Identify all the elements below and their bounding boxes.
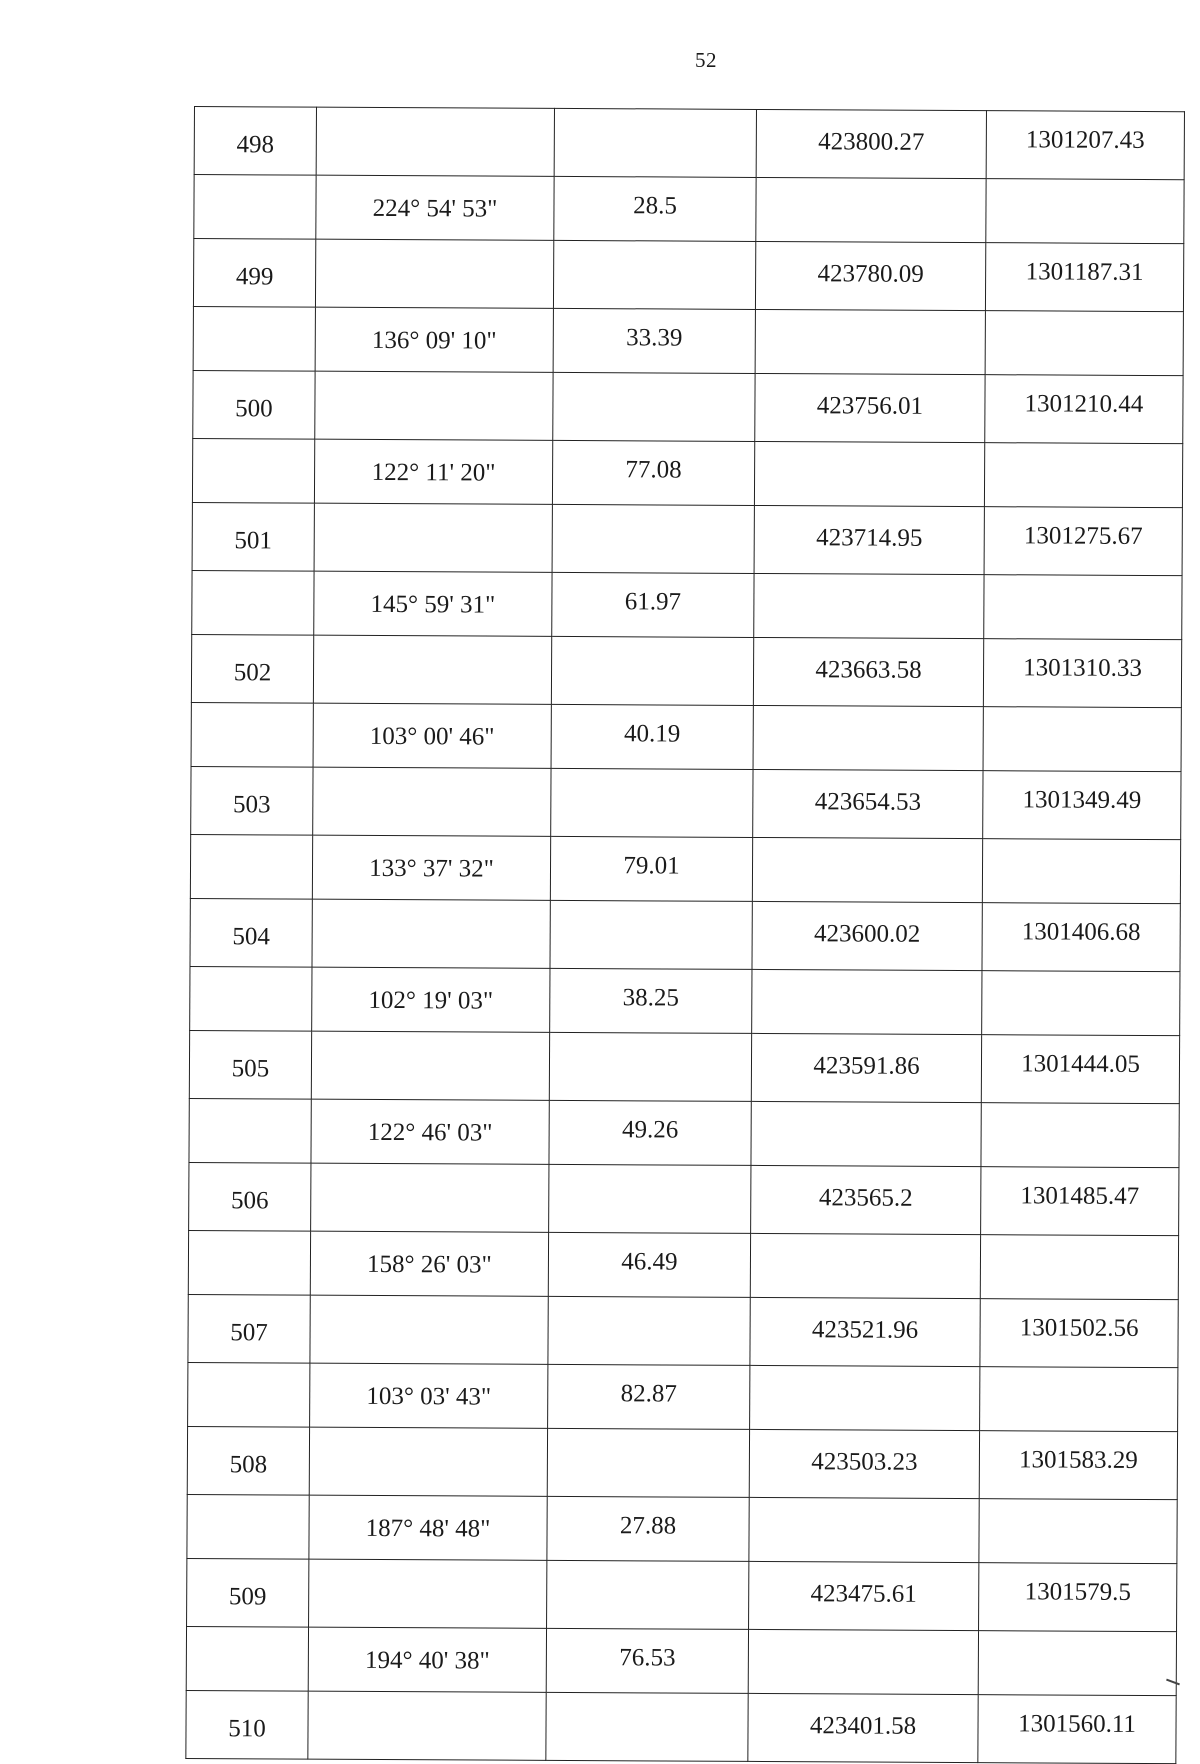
distance-cell [547, 1428, 749, 1497]
traverse-leg-row [189, 1098, 1179, 1167]
easting-cell: 1301444.05 [981, 1035, 1179, 1104]
station-row [187, 1558, 1177, 1631]
distance-cell: 33.39 [553, 308, 755, 373]
station-cell [193, 306, 315, 371]
station-cell: 505 [189, 1030, 311, 1099]
station-row [193, 370, 1183, 443]
easting-cell [984, 575, 1182, 640]
traverse-leg-row [193, 306, 1183, 375]
northing-cell: 423401.58 [748, 1693, 978, 1762]
traverse-leg-row [187, 1494, 1177, 1563]
northing-cell [752, 969, 982, 1034]
easting-cell [980, 1367, 1178, 1432]
bearing-cell: 145° 59' 31" [314, 571, 552, 636]
distance-cell [550, 900, 752, 969]
station-cell: 507 [188, 1294, 310, 1363]
distance-cell: 82.87 [548, 1364, 750, 1429]
station-cell: 510 [186, 1690, 308, 1759]
distance-cell [553, 240, 755, 309]
distance-cell [549, 1032, 751, 1101]
distance-cell: 77.08 [552, 440, 754, 505]
station-row [191, 634, 1181, 707]
easting-cell: 1301583.29 [979, 1431, 1177, 1500]
traverse-leg-row [186, 1626, 1176, 1695]
distance-cell: 28.5 [554, 176, 756, 241]
station-cell: 498 [194, 107, 316, 176]
station-cell [192, 570, 314, 635]
bearing-cell [309, 1559, 547, 1628]
distance-cell: 38.25 [550, 968, 752, 1033]
northing-cell [750, 1233, 980, 1298]
easting-cell [979, 1499, 1177, 1564]
easting-cell [984, 443, 1182, 508]
station-cell [188, 1230, 310, 1295]
station-row [189, 1162, 1179, 1235]
northing-cell: 423565.2 [751, 1165, 981, 1234]
station-row [193, 239, 1183, 312]
station-cell: 502 [191, 634, 313, 703]
easting-cell: 1301502.56 [980, 1299, 1178, 1368]
station-cell [194, 175, 316, 240]
northing-cell [756, 177, 986, 242]
station-row [190, 898, 1180, 971]
northing-cell [750, 1365, 980, 1430]
northing-cell: 423600.02 [752, 901, 982, 970]
distance-cell [552, 504, 754, 573]
bearing-cell: 133° 37' 32" [312, 835, 550, 900]
bearing-cell [314, 503, 552, 572]
traverse-leg-row [192, 438, 1182, 507]
page-number: 52 [695, 48, 717, 72]
northing-cell [751, 1101, 981, 1166]
northing-cell: 423591.86 [751, 1033, 981, 1102]
bearing-cell [310, 1295, 548, 1364]
bearing-cell [311, 1163, 549, 1232]
easting-cell: 1301579.5 [979, 1563, 1177, 1632]
distance-cell [549, 1164, 751, 1233]
distance-cell: 46.49 [548, 1232, 750, 1297]
station-row [189, 1030, 1179, 1103]
bearing-cell [312, 899, 550, 968]
northing-cell: 423756.01 [755, 373, 985, 442]
northing-cell: 423714.95 [754, 505, 984, 574]
traverse-leg-row [188, 1230, 1178, 1299]
bearing-cell [315, 239, 553, 308]
station-cell: 504 [190, 898, 312, 967]
traverse-leg-row [190, 834, 1180, 903]
easting-cell [978, 1631, 1176, 1696]
distance-cell: 79.01 [550, 836, 752, 901]
bearing-cell: 102° 19' 03" [312, 967, 550, 1032]
distance-cell: 40.19 [551, 704, 753, 769]
easting-cell [981, 1103, 1179, 1168]
station-cell [192, 438, 314, 503]
easting-cell [980, 1235, 1178, 1300]
traverse-leg-row [194, 175, 1184, 244]
easting-cell [986, 179, 1184, 244]
bearing-cell [311, 1031, 549, 1100]
station-cell: 509 [187, 1558, 309, 1627]
distance-cell: 27.88 [547, 1496, 749, 1561]
bearing-cell: 103° 03' 43" [310, 1363, 548, 1428]
station-cell: 506 [189, 1162, 311, 1231]
northing-cell: 423521.96 [750, 1297, 980, 1366]
traverse-leg-row [191, 702, 1181, 771]
easting-cell: 1301207.43 [986, 111, 1184, 180]
easting-cell: 1301349.49 [983, 771, 1181, 840]
station-cell: 500 [193, 370, 315, 439]
easting-cell [985, 311, 1183, 376]
bearing-cell [313, 635, 551, 704]
northing-cell [753, 705, 983, 770]
distance-cell: 76.53 [546, 1628, 748, 1693]
traverse-leg-row [192, 570, 1182, 639]
northing-cell [754, 573, 984, 638]
distance-cell [551, 768, 753, 837]
traverse-leg-row [188, 1362, 1178, 1431]
distance-cell [553, 372, 755, 441]
distance-cell [554, 108, 756, 177]
bearing-cell: 224° 54' 53" [316, 175, 554, 240]
northing-cell: 423503.23 [749, 1429, 979, 1498]
northing-cell [752, 837, 982, 902]
survey-table-body [186, 107, 1185, 1764]
easting-cell: 1301275.67 [984, 507, 1182, 576]
distance-cell [547, 1560, 749, 1629]
station-row [192, 502, 1182, 575]
station-row [188, 1294, 1178, 1367]
station-cell [188, 1362, 310, 1427]
station-cell: 508 [187, 1426, 309, 1495]
bearing-cell: 158° 26' 03" [310, 1231, 548, 1296]
northing-cell: 423780.09 [755, 241, 985, 310]
northing-cell: 423654.53 [753, 769, 983, 838]
station-cell [191, 702, 313, 767]
bearing-cell: 136° 09' 10" [315, 307, 553, 372]
station-row [191, 766, 1181, 839]
bearing-cell: 187° 48' 48" [309, 1495, 547, 1560]
distance-cell: 61.97 [552, 572, 754, 637]
easting-cell [982, 839, 1180, 904]
station-row [194, 107, 1184, 180]
bearing-cell: 122° 46' 03" [311, 1099, 549, 1164]
bearing-cell: 122° 11' 20" [314, 439, 552, 504]
station-cell [189, 1098, 311, 1163]
easting-cell [983, 707, 1181, 772]
survey-table-container [185, 106, 1184, 1764]
northing-cell [755, 309, 985, 374]
station-row [187, 1426, 1177, 1499]
northing-cell: 423475.61 [749, 1561, 979, 1630]
easting-cell: 1301485.47 [981, 1167, 1179, 1236]
bearing-cell: 194° 40' 38" [308, 1627, 546, 1692]
northing-cell [754, 441, 984, 506]
bearing-cell [309, 1427, 547, 1496]
station-cell [187, 1494, 309, 1559]
station-cell: 503 [191, 766, 313, 835]
northing-cell [749, 1497, 979, 1562]
station-cell: 499 [193, 239, 315, 308]
easting-cell: 1301310.33 [983, 639, 1181, 708]
northing-cell [748, 1629, 978, 1694]
easting-cell: 1301210.44 [985, 375, 1183, 444]
northing-cell: 423663.58 [753, 637, 983, 706]
station-cell [190, 966, 312, 1031]
bearing-cell [316, 107, 554, 176]
distance-cell [551, 636, 753, 705]
survey-coordinates-table [185, 106, 1185, 1764]
easting-cell: 1301560.11 [978, 1695, 1176, 1764]
distance-cell [548, 1296, 750, 1365]
bearing-cell [315, 371, 553, 440]
station-row [186, 1690, 1176, 1763]
easting-cell [982, 971, 1180, 1036]
distance-cell [546, 1692, 748, 1761]
bearing-cell [308, 1691, 546, 1760]
distance-cell: 49.26 [549, 1100, 751, 1165]
bearing-cell: 103° 00' 46" [313, 703, 551, 768]
northing-cell: 423800.27 [756, 109, 986, 178]
easting-cell: 1301187.31 [985, 243, 1183, 312]
traverse-leg-row [190, 966, 1180, 1035]
bearing-cell [313, 767, 551, 836]
station-cell [190, 834, 312, 899]
station-cell [186, 1626, 308, 1691]
easting-cell: 1301406.68 [982, 903, 1180, 972]
station-cell: 501 [192, 502, 314, 571]
